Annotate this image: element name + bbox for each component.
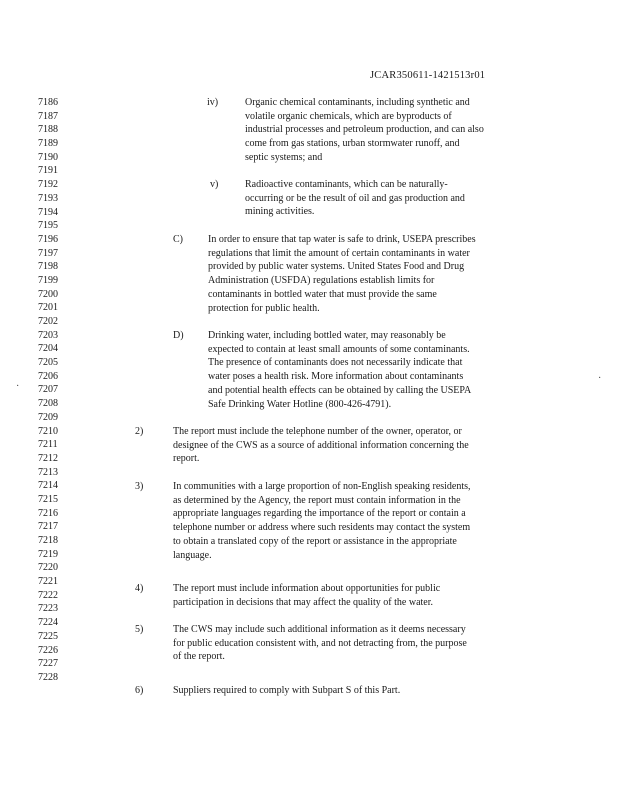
line-number: 7189 (38, 138, 58, 150)
text-line: language. (173, 549, 212, 561)
text-line: regulations that limit the amount of certain contaminants in water (208, 247, 470, 259)
paragraph-5-text (173, 623, 467, 664)
line-number: 7226 (38, 644, 58, 656)
line-number: 7193 (38, 192, 58, 204)
line-number: 7217 (38, 521, 58, 533)
line-number: 7225 (38, 630, 58, 642)
text-line: of the report. (173, 651, 225, 663)
text-line: provided by public water systems. United States Food and Drug (208, 261, 465, 273)
text-line: for public education consistent with, and not detracting from, the purpose (173, 637, 467, 649)
paragraph-4-text (173, 582, 440, 609)
line-number: 7194 (38, 206, 58, 218)
item-iv-text (245, 96, 484, 165)
line-number: 7191 (38, 165, 58, 177)
text-line: In order to ensure that tap water is safe to drink, USEPA prescribes (208, 234, 476, 245)
line-number: 7196 (38, 233, 58, 245)
line-number: 7198 (38, 261, 58, 273)
text-line: industrial processes and petroleum production, and can also (245, 124, 484, 136)
paragraph-6-label: 6) (135, 685, 144, 696)
text-line: designee of the CWS as a source of additional information concerning the (173, 439, 469, 451)
line-number: 7220 (38, 562, 58, 574)
paragraph-3-label: 3) (135, 481, 144, 492)
paragraph-3-text (173, 480, 471, 562)
item-c-text (208, 233, 476, 315)
line-number: 7188 (38, 124, 58, 136)
text-line: The CWS may include such additional information as it deems necessary (173, 624, 466, 635)
text-line: Suppliers required to comply with Subpart S of this Part. (173, 685, 401, 696)
text-line: In communities with a large proportion of non-English speaking residents, (173, 481, 471, 492)
paragraph-2-label: 2) (135, 426, 144, 437)
line-number: 7215 (38, 493, 58, 505)
text-line: septic systems; and (245, 151, 323, 163)
text-line: The report must include the telephone number of the owner, operator, or (173, 426, 462, 437)
item-v-label: v) (210, 179, 219, 190)
line-number: 7211 (38, 439, 58, 451)
text-line: Organic chemical contaminants, including synthetic and (245, 97, 470, 108)
paragraph-6-text (173, 684, 400, 698)
line-number: 7207 (38, 384, 58, 396)
line-number: 7199 (38, 274, 58, 286)
paragraph-5-label: 5) (135, 624, 144, 635)
text-line: as determined by the Agency, the report must contain information in the (173, 494, 461, 506)
text-line: Administration (USFDA) regulations establish limits for (208, 275, 435, 287)
line-number: 7208 (38, 398, 58, 410)
text-line: appropriate languages regarding the importance of the report or contain a (173, 508, 466, 520)
text-line: expected to contain at least small amounts of some contaminants. (208, 343, 470, 355)
line-number: 7203 (38, 329, 58, 341)
line-number: 7210 (38, 425, 58, 437)
line-number: 7190 (38, 151, 58, 163)
text-line: to obtain a translated copy of the report or assistance in the appropriate (173, 535, 457, 547)
text-line: The report must include information about opportunities for public (173, 583, 441, 594)
item-v-text (245, 178, 465, 219)
margin-mark: · (598, 373, 602, 384)
margin-mark: · (16, 381, 20, 392)
line-number: 7224 (38, 617, 58, 629)
line-number: 7201 (38, 302, 58, 314)
text-line: report. (173, 453, 200, 465)
text-line: volatile organic chemicals, which are byproducts of (245, 110, 452, 122)
line-number: 7204 (38, 343, 58, 355)
line-number: 7223 (38, 603, 58, 615)
line-number: 7192 (38, 179, 58, 191)
text-line: Safe Drinking Water Hotline (800-426-4791). (208, 398, 392, 410)
paragraph-2-text (173, 425, 469, 466)
text-line: Drinking water, including bottled water, may reasonably be (208, 330, 446, 341)
text-line: Radioactive contaminants, which can be naturally- (245, 179, 448, 190)
line-number: 7187 (38, 110, 58, 122)
text-line: water poses a health risk. More information about contaminants (208, 371, 464, 383)
item-d-label: D) (173, 330, 184, 341)
line-number: 7206 (38, 370, 58, 382)
text-line: mining activities. (245, 206, 315, 218)
line-number: 7221 (38, 576, 58, 588)
text-line: contaminants in bottled water that must provide the same (208, 288, 437, 300)
line-number: 7228 (38, 671, 58, 683)
line-number: 7200 (38, 288, 58, 300)
paragraph-4-label: 4) (135, 583, 144, 594)
line-number: 7209 (38, 411, 58, 423)
line-number: 7214 (38, 480, 58, 492)
line-number: 7227 (38, 658, 58, 670)
line-number: 7195 (38, 220, 58, 232)
line-number: 7219 (38, 548, 58, 560)
line-number: 7205 (38, 357, 58, 369)
document-header-id: JCAR350611-1421513r01 (370, 70, 486, 81)
line-number-column (38, 96, 58, 685)
text-line: protection for public health. (208, 302, 320, 314)
line-number: 7186 (38, 97, 58, 108)
line-number: 7218 (38, 535, 58, 546)
line-number: 7197 (38, 247, 58, 259)
line-number: 7212 (38, 452, 58, 464)
text-line: come from gas stations, urban stormwater runoff, and (245, 138, 460, 150)
line-number: 7222 (38, 589, 58, 601)
text-line: participation in decisions that may affect the quality of the water. (173, 596, 434, 608)
text-line: occurring or be the result of oil and gas production and (245, 192, 465, 204)
line-number: 7202 (38, 316, 58, 327)
item-c-label: C) (173, 234, 183, 245)
item-d-text (208, 329, 471, 411)
text-line: The presence of contaminants does not necessarily indicate that (208, 357, 463, 369)
item-iv-label: iv) (207, 97, 219, 108)
line-number: 7213 (38, 466, 58, 478)
text-line: and potential health effects can be obtained by calling the USEPA (208, 384, 472, 396)
line-number: 7216 (38, 507, 58, 519)
text-line: telephone number or address where such residents may contact the system (173, 522, 471, 534)
